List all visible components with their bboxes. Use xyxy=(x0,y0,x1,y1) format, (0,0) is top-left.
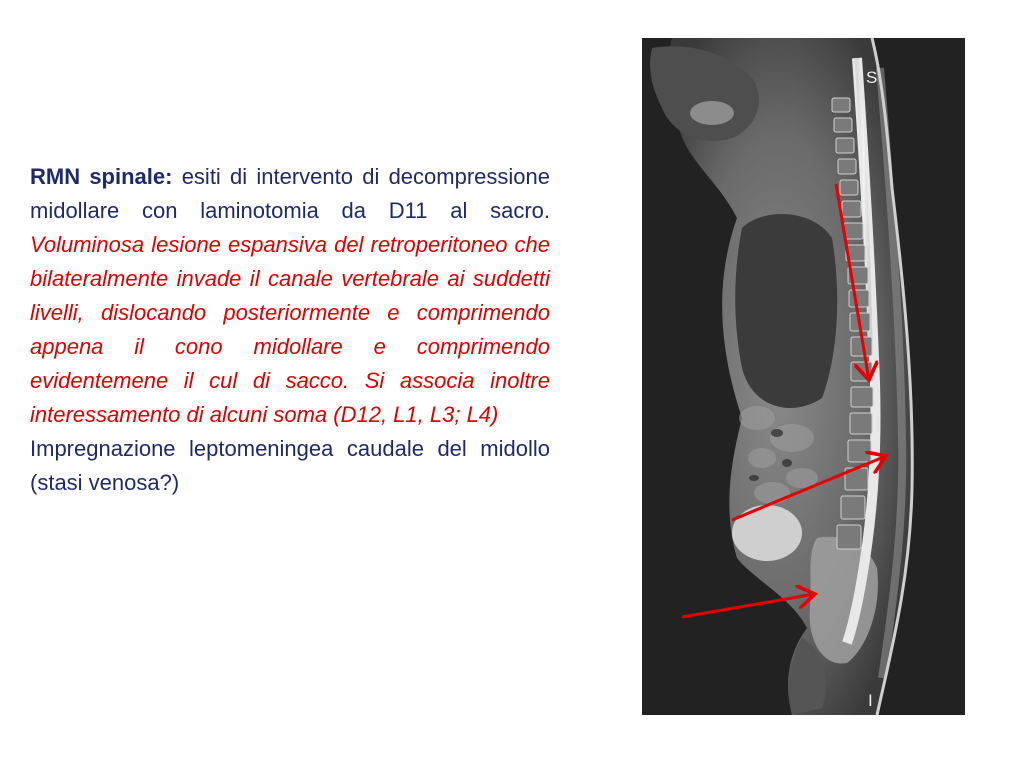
label-inferior: I xyxy=(868,691,873,710)
label-superior: S xyxy=(866,68,878,87)
bladder xyxy=(732,505,802,561)
description-text xyxy=(30,160,550,500)
heading: RMN spinale: xyxy=(30,164,173,189)
mri-figure xyxy=(642,38,965,715)
mri-sagittal-image xyxy=(642,38,965,715)
paragraph-impregnation: Impregnazione leptomeningea caudale del midollo (stasi venosa?) xyxy=(30,436,550,495)
intro-text: esiti di intervento di decompressione midollare con laminotomia da D11 al sacro. xyxy=(30,164,550,223)
findings-text: Voluminosa lesione espansiva del retroperitoneo che bilateralmente invade il canale vertebrale ai suddetti livelli, dislocando posteriormente e comprimendo appena il cono midollare e comprimendo evidentemene il cul di sacco. Si associa inoltre interessamento di alcuni soma (D12, L1, L3; L4) xyxy=(30,232,550,427)
paragraph-findings xyxy=(30,160,550,432)
airway xyxy=(690,101,734,125)
thorax-region xyxy=(735,214,837,408)
